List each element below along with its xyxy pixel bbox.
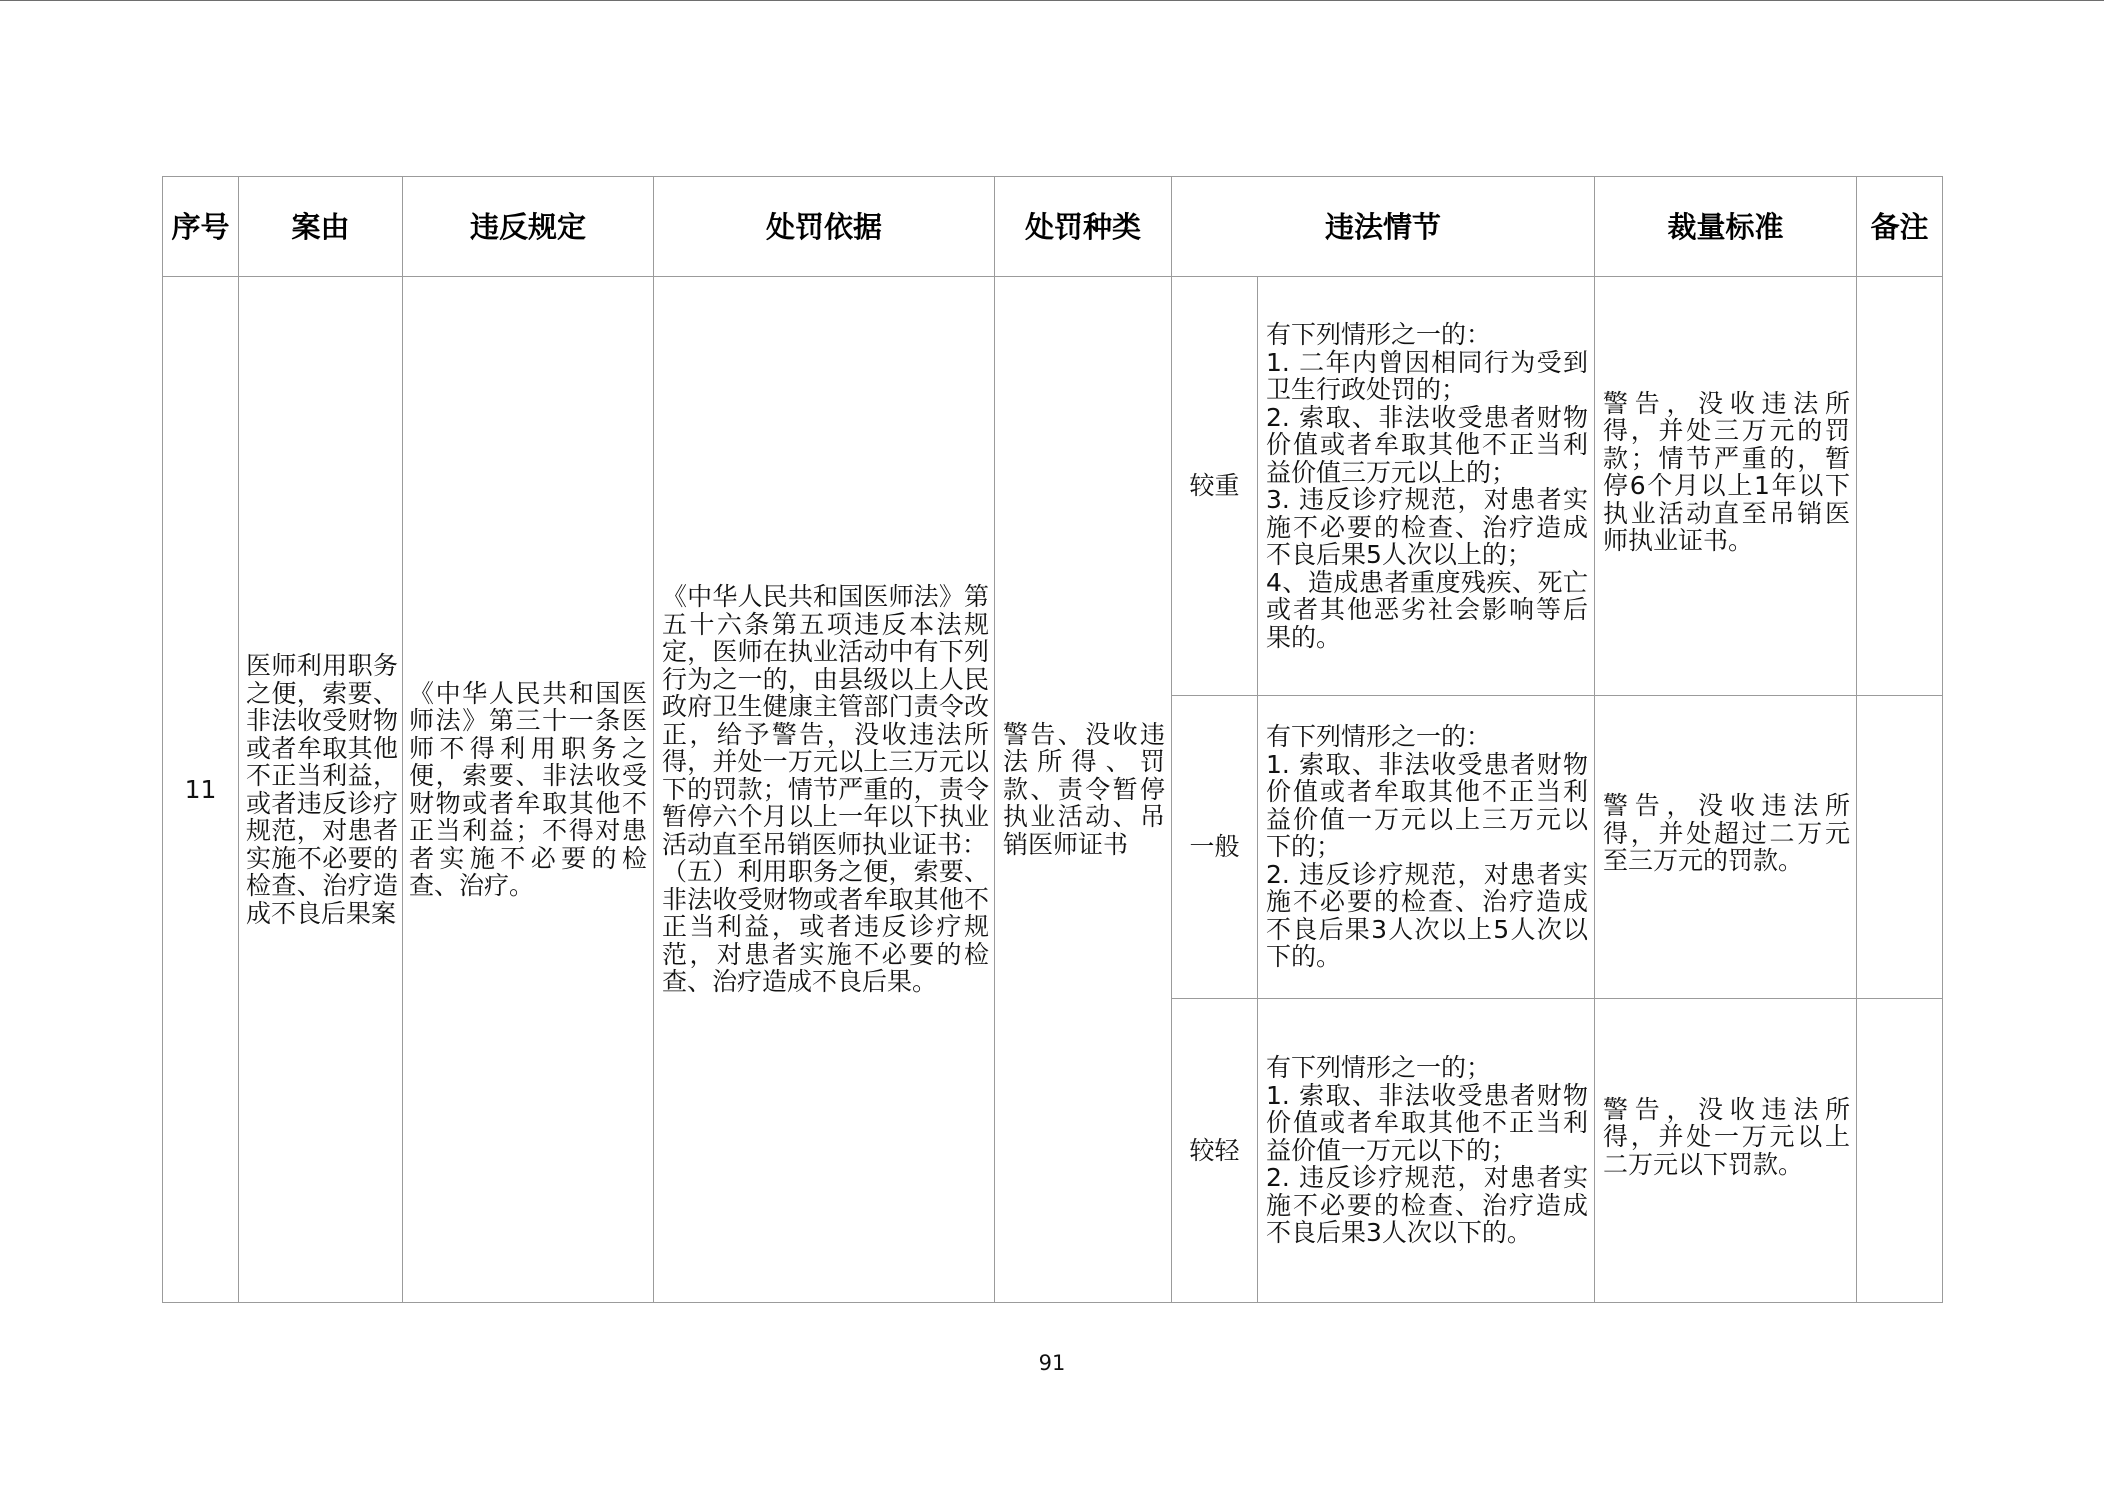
header-circumstance: 违法情节 bbox=[1172, 177, 1595, 277]
cell-circumstance bbox=[1258, 696, 1595, 999]
basis-paragraph: （五）利用职务之便，索要、非法收受财物或者牟取其他不正当利益，或者违反诊疗规范，对患者实施不必要的检查、治疗造成不良后果。 bbox=[662, 857, 989, 997]
table-row bbox=[163, 277, 1943, 696]
circumstance-paragraph: 3. 违反诊疗规范，对患者实施不必要的检查、治疗造成不良后果5人次以上的； bbox=[1266, 485, 1589, 569]
circumstance-paragraph: 有下列情形之一的； bbox=[1266, 1053, 1492, 1083]
penalty-discretion-table bbox=[162, 176, 1943, 1303]
circumstance-paragraph: 2. 违反诊疗规范，对患者实施不必要的检查、治疗造成不良后果3人次以上5人次以下的。 bbox=[1266, 859, 1589, 972]
header-violation: 违反规定 bbox=[403, 177, 654, 277]
cell-remark bbox=[1857, 999, 1943, 1303]
cell-cause: 医师利用职务之便，索要、非法收受财物或者牟取其他不正当利益，或者违反诊疗规范，对患者实施不必要的检查、治疗造成不良后果案 bbox=[239, 277, 403, 1303]
cell-seq: 11 bbox=[163, 277, 239, 1303]
header-remark: 备注 bbox=[1857, 177, 1943, 277]
cell-remark bbox=[1857, 277, 1943, 696]
cell-circumstance bbox=[1258, 999, 1595, 1303]
header-cause: 案由 bbox=[239, 177, 403, 277]
cell-remark bbox=[1857, 696, 1943, 999]
table-header bbox=[163, 177, 1943, 277]
page-number: 91 bbox=[1038, 1351, 1066, 1375]
cell-discretion-standard: 警告，没收违法所得，并处三万元的罚款；情节严重的，暂停6个月以上1年以下执业活动直至吊销医师执业证书。 bbox=[1595, 277, 1857, 696]
cell-penalty-basis bbox=[654, 277, 995, 1303]
circumstance-paragraph: 1. 二年内曾因相同行为受到卫生行政处罚的； bbox=[1266, 347, 1589, 404]
cell-penalty-type: 警告、没收违法所得、罚款、责令暂停执业活动、吊销医师证书 bbox=[995, 277, 1172, 1303]
basis-paragraph: 《中华人民共和国医师法》第五十六条第五项违反本法规定，医师在执业活动中有下列行为之一的，由县级以上人民政府卫生健康主管部门责令改正，给予警告，没收违法所得，并处一万元以上三万元以下的罚款；情节严重的，责令暂停六个月以上一年以下执业活动直至吊销医师执业证书： bbox=[662, 582, 989, 859]
header-row bbox=[163, 177, 1943, 277]
circumstance-paragraph: 2. 违反诊疗规范，对患者实施不必要的检查、治疗造成不良后果3人次以下的。 bbox=[1266, 1163, 1589, 1248]
cell-violated-provision: 《中华人民共和国医师法》第三十一条医师不得利用职务之便，索要、非法收受财物或者牟取其他不正当利益；不得对患者实施不必要的检查、治疗。 bbox=[403, 277, 654, 1303]
cell-severity-level: 较重 bbox=[1172, 277, 1258, 696]
page-top-edge bbox=[0, 0, 2104, 1]
circumstance-paragraph: 1. 索取、非法收受患者财物价值或者牟取其他不正当利益价值一万元以上三万元以下的； bbox=[1266, 749, 1589, 862]
cell-severity-level: 较轻 bbox=[1172, 999, 1258, 1303]
header-penalty-type: 处罚种类 bbox=[995, 177, 1172, 277]
circumstance-paragraph: 2. 索取、非法收受患者财物价值或者牟取其他不正当利益价值三万元以上的； bbox=[1266, 402, 1589, 487]
circumstance-paragraph: 有下列情形之一的： bbox=[1266, 320, 1492, 349]
header-standard: 裁量标准 bbox=[1595, 177, 1857, 277]
circumstance-paragraph: 1. 索取、非法收受患者财物价值或者牟取其他不正当利益价值一万元以下的； bbox=[1266, 1080, 1589, 1165]
cell-discretion-standard: 警告，没收违法所得，并处超过二万元至三万元的罚款。 bbox=[1595, 696, 1857, 999]
circumstance-paragraph: 4、造成患者重度残疾、死亡或者其他恶劣社会影响等后果的。 bbox=[1266, 567, 1589, 652]
cell-circumstance bbox=[1258, 277, 1595, 696]
header-seq: 序号 bbox=[163, 177, 239, 277]
cell-severity-level: 一般 bbox=[1172, 696, 1258, 999]
cell-discretion-standard: 警告，没收违法所得，并处一万元以上二万元以下罚款。 bbox=[1595, 999, 1857, 1303]
table-body bbox=[163, 277, 1943, 1303]
circumstance-paragraph: 有下列情形之一的： bbox=[1266, 722, 1492, 752]
header-basis: 处罚依据 bbox=[654, 177, 995, 277]
